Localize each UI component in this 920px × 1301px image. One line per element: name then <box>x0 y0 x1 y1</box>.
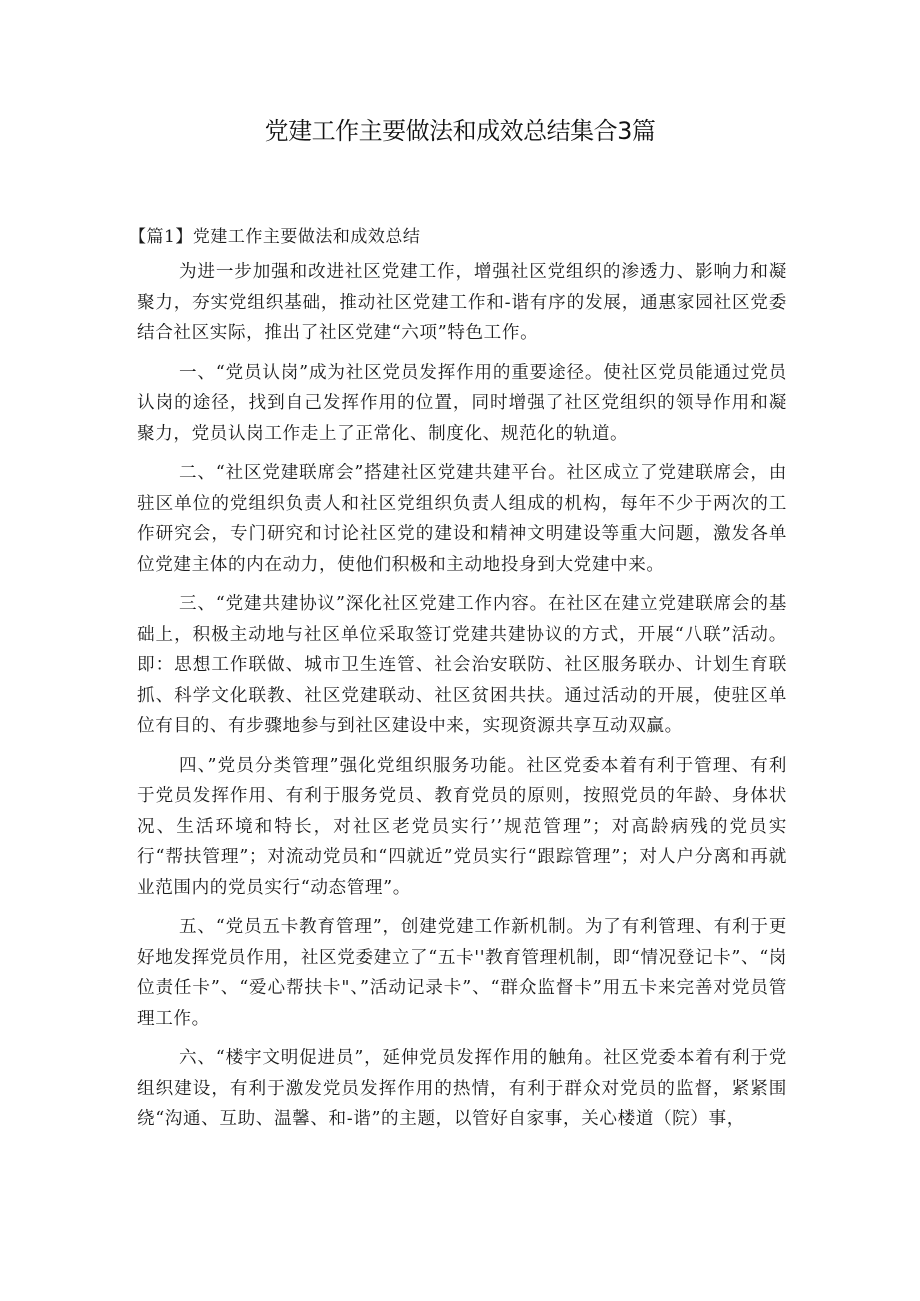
paragraph-item-1: 一、“党员认岗”成为社区党员发挥作用的重要途径。使社区党员能通过党员认岗的途径，找到自己发挥作用的位置，同时增强了社区党组织的领导作用和凝聚力，党员认岗工作走上了正常化、制度化、规范化的轨道。 <box>137 362 787 444</box>
document-body <box>137 257 787 1144</box>
paragraph-item-4: 四、”党员分类管理”强化党组织服务功能。社区党委本着有利于管理、有利于党员发挥作用、有利于服务党员、教育党员的原则，按照党员的年龄、身体状况、生活环境和特长，对社区老党员实行’’规范管理”；对高龄病残的党员实行“帮扶管理”；对流动党员和“四就近”党员实行“跟踪管理”；对人户分离和再就业范围内的党员实行“动态管理”。 <box>137 755 787 898</box>
paragraph-intro: 为进一步加强和改进社区党建工作，增强社区党组织的渗透力、影响力和凝聚力，夯实党组织基础，推动社区党建工作和-谐有序的发展，通惠家园社区党委结合社区实际，推出了社区党建“六项”特色工作。 <box>137 262 787 343</box>
paragraph-item-2: 二、“社区党建联席会”搭建社区党建共建平台。社区成立了党建联席会，由驻区单位的党组织负责人和社区党组织负责人组成的机构，每年不少于两次的工作研究会，专门研究和讨论社区党的建设和精神文明建设等重大问题，激发各单位党建主体的内在动力，使他们积极和主动地投身到大党建中来。 <box>137 463 787 575</box>
paragraph-item-6: 六、“楼宇文明促进员”，延伸党员发挥作用的触角。社区党委本着有利于党组织建设，有利于激发党员发挥作用的热情，有利于群众对党员的监督，紧紧围绕“沟通、互助、温馨、和-谐”的主题，以管好自家事，关心楼道（院）事， <box>137 1048 787 1129</box>
section-heading: 【篇1】党建工作主要做法和成效总结 <box>129 227 421 247</box>
paragraph-item-3: 三、“党建共建协议”深化社区党建工作内容。在社区在建立党建联席会的基础上，积极主动地与社区单位采取签订党建共建协议的方式，开展“八联”活动。即：思想工作联做、城市卫生连管、社会治安联防、社区服务联办、计划生育联抓、科学文化联教、社区党建联动、社区贫困共扶。通过活动的开展，使驻区单位有目的、有步骤地参与到社区建设中来，实现资源共享互动双赢。 <box>137 594 787 736</box>
paragraph-item-5: 五、“党员五卡教育管理”，创建党建工作新机制。为了有利管理、有利于更好地发挥党员作用，社区党委建立了“五卡''教育管理机制，即“情况登记卡”、“岗位责任卡”、“爱心帮扶卡"、”活动记录卡”、“群众监督卡”用五卡来完善对党员管理工作。 <box>137 917 787 1029</box>
document-title: 党建工作主要做法和成效总结集合3篇 <box>264 117 656 145</box>
